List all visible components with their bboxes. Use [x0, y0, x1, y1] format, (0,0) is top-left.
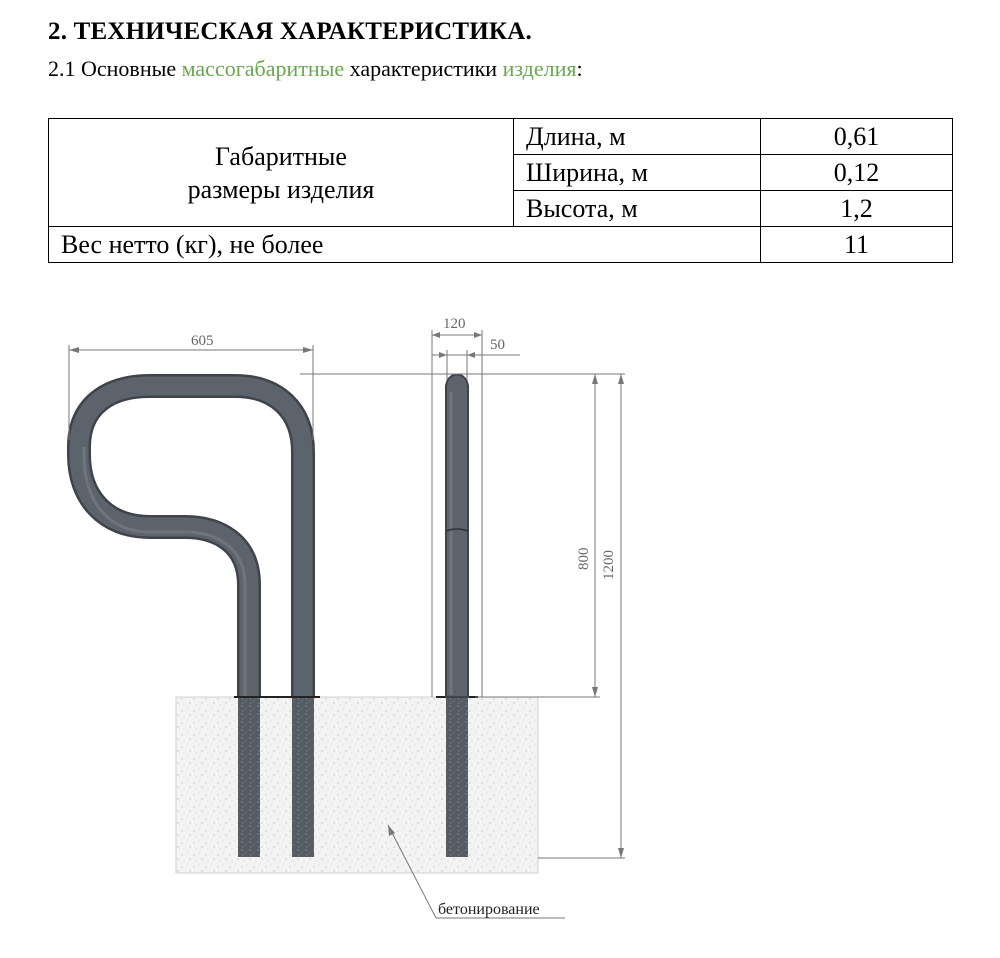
subheading-keyword-mass: массогабаритные	[181, 56, 345, 81]
subheading-keyword-product: изделия	[502, 56, 577, 81]
dimensions-group-label	[49, 119, 514, 227]
param-length-label: Длина, м	[514, 119, 761, 155]
dim-width-text: 120	[443, 316, 466, 332]
subheading-part-1: 2.1 Основные	[48, 56, 182, 81]
param-height-label: Высота, м	[514, 191, 761, 227]
spec-table	[48, 118, 953, 263]
dim-pipe-text: 50	[490, 337, 505, 353]
technical-drawing	[0, 300, 1000, 958]
param-height-value: 1,2	[761, 191, 953, 227]
subheading-part-5: :	[576, 56, 583, 81]
weight-value: 11	[761, 227, 953, 263]
group-label-line1: Габаритные	[215, 141, 347, 171]
dim-height-total-text: 1200	[601, 550, 617, 580]
dim-height-above-text: 800	[576, 547, 592, 570]
param-width-label: Ширина, м	[514, 155, 761, 191]
front-view-pipe	[79, 386, 303, 697]
param-width-value: 0,12	[761, 155, 953, 191]
section-subheading	[48, 56, 583, 82]
param-length-value: 0,61	[761, 119, 953, 155]
concrete-block	[176, 697, 538, 873]
group-label-line2: размеры изделия	[187, 174, 375, 204]
pipe-embedded-right	[292, 697, 314, 857]
table-row	[49, 227, 953, 263]
table-row	[49, 119, 953, 155]
pipe-embedded-left	[238, 697, 260, 857]
concrete-callout-text: бетонирование	[438, 901, 540, 918]
dim-length-text: 605	[191, 333, 214, 349]
section-heading: 2. ТЕХНИЧЕСКАЯ ХАРАКТЕРИСТИКА.	[48, 18, 532, 45]
pipe-embedded-side	[446, 697, 468, 857]
subheading-part-3: характеристики	[344, 56, 503, 81]
side-view-pipe	[446, 375, 468, 698]
weight-label: Вес нетто (кг), не более	[49, 227, 761, 263]
